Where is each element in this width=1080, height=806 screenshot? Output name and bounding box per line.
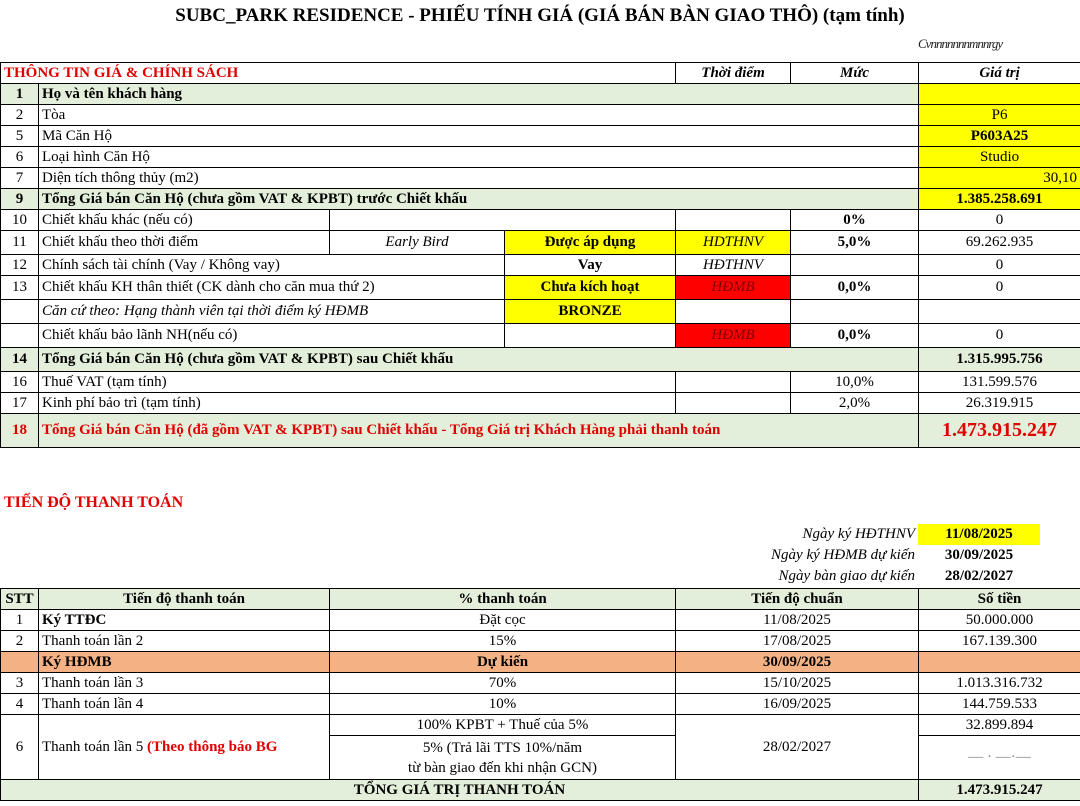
unit-type-value: Studio [919,147,1080,168]
key-dates: Ngày ký HĐTHNV 11/08/2025 Ngày ký HĐMB dự kiến 30/09/2025 Ngày bàn giao dự kiến 28/02/2027 [0,524,1080,587]
payment-total-value: 1.473.915.247 [919,780,1080,801]
payment-total-row: TỔNG GIÁ TRỊ THANH TOÁN 1.473.915.247 [1,780,1080,801]
membership-tier: BRONZE [505,300,676,324]
row-unit-type: 6 Loại hình Căn Hộ Studio [1,147,1080,168]
row-finance-policy: 12 Chính sách tài chính (Vay / Không vay) Vay HĐTHNV 0 [1,255,1080,276]
unit-code-value: P603A25 [919,126,1080,147]
row-grand-total: 18 Tổng Giá bán Căn Hộ (đã gồm VAT & KPBT) sau Chiết khấu - Tổng Giá trị Khách Hàng phải thanh toán 1.473.915.247 [1,414,1080,448]
table-row: 1 Ký TTĐC Đặt cọc 11/08/2025 50.000.000 [1,610,1080,631]
row-building: 2 Tòa P6 [1,105,1080,126]
page-title: SUBC_PARK RESIDENCE - PHIẾU TÍNH GIÁ (GIÁ BÁN BÀN GIAO THÔ) (tạm tính) [175,5,905,26]
col-value-header: Giá trị [919,63,1080,84]
date-hdmb: 30/09/2025 [944,547,1014,563]
row-label: Họ và tên khách hàng [39,84,919,105]
row-area: 7 Diện tích thông thủy (m2) 30,10 [1,168,1080,189]
status-badge: Được áp dụng [505,231,676,255]
row-membership: Căn cứ theo: Hạng thành viên tại thời điểm ký HĐMB BRONZE [1,300,1080,324]
customer-name-value[interactable] [919,84,1080,105]
pricing-section-title: THÔNG TIN GIÁ & CHÍNH SÁCH [1,63,676,84]
pricing-table [0,62,1080,448]
row-customer-name: 1 Họ và tên khách hàng [1,84,1080,105]
row-unit-code: 5 Mã Căn Hộ P603A25 [1,126,1080,147]
table-row: 4 Thanh toán lần 4 10% 16/09/2025 144.759.533 [1,694,1080,715]
row-price-before-discount: 9 Tổng Giá bán Căn Hộ (chưa gồm VAT & KPBT) trước Chiết khấu 1.385.258.691 [1,189,1080,210]
grand-total-value: 1.473.915.247 [919,414,1080,448]
status-badge: Chưa kích hoạt [505,276,676,300]
signature: Cvnnnnnnnmnnrgy [918,36,1003,51]
table-row-hdmb: Ký HĐMB Dự kiến 30/09/2025 [1,652,1080,673]
price-before-discount-value: 1.385.258.691 [919,189,1080,210]
date-hdthnv: 11/08/2025 [918,524,1040,545]
table-row: 3 Thanh toán lần 3 70% 15/10/2025 1.013.316.732 [1,673,1080,694]
payment-section-title: TIẾN ĐỘ THANH TOÁN [4,494,184,511]
table-row: 2 Thanh toán lần 2 15% 17/08/2025 167.139.300 [1,631,1080,652]
row-bank-guarantee: Chiết khấu bảo lãnh NH(nếu có) HĐMB 0,0% 0 [1,324,1080,348]
row-time-discount: 11 Chiết khấu theo thời điểm Early Bird Được áp dụng HDTHNV 5,0% 69.262.935 [1,231,1080,255]
row-loyalty-discount: 13 Chiết khấu KH thân thiết (CK dành cho căn mua thứ 2) Chưa kích hoạt HĐMB 0,0% 0 [1,276,1080,300]
payment-table: STT Tiến độ thanh toán % thanh toán Tiến độ chuẩn Số tiền 1 Ký TTĐC Đặt cọc 11/08/2025 50.000.000 2 Thanh toán lần 2 15% 17/08/2025 167.139.300 Ký HĐMB Dự kiến 30/09/2025 3 Thanh toán lần 3 70% 15/10/2025 1.013.316.732 4 Thanh toán lần 4 10% 16/09/2025 144.759.533 6 Thanh toán lần 5 (Theo thông báo BG 100% KPBT + Thuế của 5% 28/02/2027 32.899.894 5% (Trả lãi TTS 10%/năm từ bàn giao đến khi nhận GCN) — · —·— TỔNG GIÁ TRỊ THANH TOÁN 1.473.915.247 [0,588,1080,801]
building-value: P6 [919,105,1080,126]
table-row-5: 6 Thanh toán lần 5 (Theo thông báo BG 100% KPBT + Thuế của 5% 28/02/2027 32.899.894 [1,715,1080,736]
handover-note: (Theo thông báo BG [146,738,278,755]
row-vat: 16 Thuế VAT (tạm tính) 10,0% 131.599.576 [1,372,1080,393]
row-price-after-discount: 14 Tổng Giá bán Căn Hộ (chưa gồm VAT & KPBT) sau Chiết khấu 1.315.995.756 [1,348,1080,372]
date-handover: 28/02/2027 [944,568,1014,584]
row-other-discount: 10 Chiết khấu khác (nếu có) 0% 0 [1,210,1080,231]
col-time-header: Thời điểm [676,63,791,84]
col-level-header: Mức [791,63,919,84]
payment-header: STT Tiến độ thanh toán % thanh toán Tiến độ chuẩn Số tiền [1,589,1080,610]
area-value: 30,10 [919,168,1080,189]
row-maintenance: 17 Kinh phí bảo trì (tạm tính) 2,0% 26.319.915 [1,393,1080,414]
